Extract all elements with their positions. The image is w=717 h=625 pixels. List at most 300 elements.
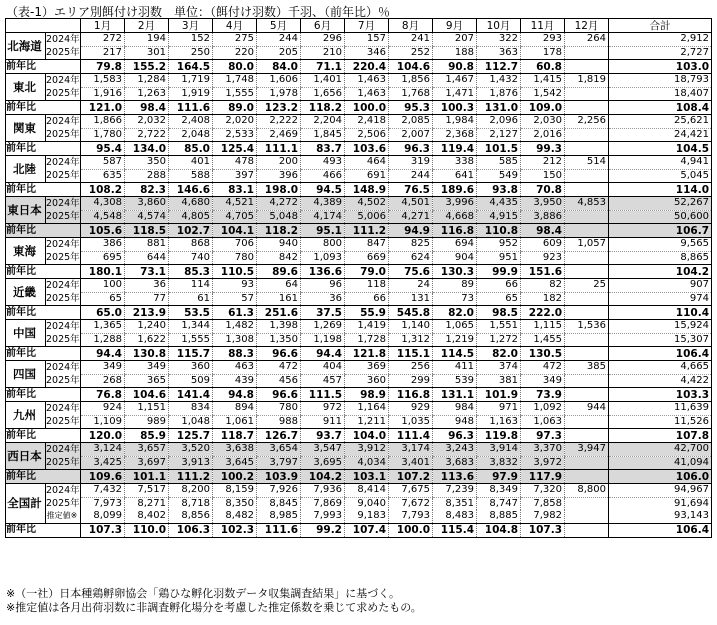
yoy-cell: 103.6 <box>345 142 389 156</box>
value-cell: 847 <box>345 238 389 252</box>
value-cell: 740 <box>169 251 213 265</box>
value-cell: 2,222 <box>257 115 301 129</box>
total-cell: 24,421 <box>609 128 712 142</box>
value-cell: 7,936 <box>301 484 345 498</box>
table-row <box>6 74 712 88</box>
value-cell: 8,845 <box>257 497 301 510</box>
year-label: 2025年 <box>46 497 80 509</box>
yoy-cell: 100.0 <box>389 523 433 537</box>
value-cell: 268 <box>81 374 125 388</box>
yoy-cell: 80.0 <box>213 60 257 74</box>
value-cell: 2,007 <box>389 128 433 142</box>
yoy-cell: 96.6 <box>257 347 301 361</box>
value-cell: 2,048 <box>169 128 213 142</box>
value-cell: 1,455 <box>521 333 565 347</box>
yoy-cell: 79.8 <box>81 60 125 74</box>
value-cell: 4,271 <box>389 210 433 224</box>
yoy-label: 前年比 <box>6 306 81 320</box>
total-cell: 15,924 <box>609 320 712 334</box>
value-cell: 8,856 <box>169 510 213 523</box>
yoy-cell: 104.0 <box>345 429 389 443</box>
value-cell: 288 <box>125 169 169 183</box>
value-cell: 2,506 <box>345 128 389 142</box>
value-cell: 82 <box>521 279 565 293</box>
year-label: 推定値※ <box>46 510 81 523</box>
total-cell: 18,407 <box>609 87 712 101</box>
value-cell: 322 <box>477 33 521 47</box>
value-cell: 118 <box>345 279 389 293</box>
value-cell: 374 <box>477 361 521 375</box>
value-cell: 1,856 <box>389 74 433 88</box>
value-cell: 7,869 <box>301 497 345 510</box>
value-cell: 178 <box>521 46 565 60</box>
yoy-cell: 111.6 <box>169 101 213 115</box>
yoy-cell: 95.3 <box>389 101 433 115</box>
region-name: 東海 <box>6 238 46 265</box>
value-cell: 3,914 <box>477 443 521 457</box>
yoy-label: 前年比 <box>6 101 81 115</box>
yoy-cell: 98.4 <box>521 224 565 238</box>
value-cell: 210 <box>301 46 345 60</box>
value-cell: 2,127 <box>477 128 521 142</box>
year-label: 2024年 <box>46 238 80 250</box>
yoy-row <box>6 224 712 238</box>
value-cell: 1,819 <box>565 74 609 88</box>
value-cell: 881 <box>125 238 169 252</box>
total-cell: 52,267 <box>609 197 712 211</box>
yoy-cell: 111.6 <box>257 523 301 537</box>
value-cell: 989 <box>125 415 169 429</box>
table-row <box>6 210 712 224</box>
value-cell: 3,520 <box>169 443 213 457</box>
value-cell: 493 <box>301 156 345 170</box>
value-cell: 1,272 <box>477 333 521 347</box>
value-cell: 1,269 <box>301 320 345 334</box>
value-cell: 1,312 <box>389 333 433 347</box>
value-cell: 7,517 <box>125 484 169 498</box>
yoy-cell: 107.2 <box>389 470 433 484</box>
value-cell: 1,919 <box>169 87 213 101</box>
table-row <box>6 197 712 211</box>
yoy-row <box>6 347 712 361</box>
value-cell: 1,845 <box>301 128 345 142</box>
yoy-label: 前年比 <box>6 523 81 537</box>
yoy-cell: 73.1 <box>125 265 169 279</box>
yoy-cell: 130.3 <box>433 265 477 279</box>
total-cell: 5,045 <box>609 169 712 183</box>
value-cell: 8,747 <box>477 497 521 510</box>
value-cell: 780 <box>257 402 301 416</box>
value-cell: 8,099 <box>81 510 125 523</box>
value-cell: 8,402 <box>125 510 169 523</box>
value-cell: 588 <box>169 169 213 183</box>
value-cell: 7,239 <box>433 484 477 498</box>
value-cell: 360 <box>169 361 213 375</box>
yoy-cell: 73.9 <box>521 388 565 402</box>
yoy-cell: 116.8 <box>433 224 477 238</box>
value-cell: 4,680 <box>169 197 213 211</box>
value-cell: 1,728 <box>345 333 389 347</box>
value-cell: 972 <box>301 402 345 416</box>
total-cell: 25,621 <box>609 115 712 129</box>
value-cell: 3,401 <box>389 456 433 470</box>
yoy-cell: 119.4 <box>433 142 477 156</box>
total-cell: 907 <box>609 279 712 293</box>
yoy-cell: 99.2 <box>301 523 345 537</box>
value-cell: 1,035 <box>389 415 433 429</box>
value-cell: 3,370 <box>521 443 565 457</box>
total-cell: 2,727 <box>609 46 712 60</box>
value-cell <box>565 510 609 523</box>
yoy-cell: 95.1 <box>301 224 345 238</box>
yoy-cell: 93.8 <box>477 183 521 197</box>
value-cell: 7,858 <box>521 497 565 510</box>
value-cell: 971 <box>477 402 521 416</box>
yoy-label: 前年比 <box>6 388 81 402</box>
year-label: 2024年 <box>46 115 80 127</box>
value-cell: 478 <box>213 156 257 170</box>
value-cell: 401 <box>169 156 213 170</box>
value-cell: 472 <box>257 361 301 375</box>
yoy-cell <box>565 523 609 537</box>
header-month: 2月 <box>125 19 169 33</box>
value-cell: 988 <box>257 415 301 429</box>
yoy-cell: 76.5 <box>389 183 433 197</box>
yoy-cell: 136.6 <box>301 265 345 279</box>
yoy-total-cell: 108.4 <box>609 101 712 115</box>
yoy-cell: 94.8 <box>213 388 257 402</box>
yoy-cell: 99.3 <box>521 142 565 156</box>
yoy-cell: 146.6 <box>169 183 213 197</box>
yoy-row <box>6 101 712 115</box>
value-cell: 1,622 <box>125 333 169 347</box>
yoy-cell <box>565 183 609 197</box>
value-cell: 3,243 <box>433 443 477 457</box>
yoy-cell: 97.9 <box>477 470 521 484</box>
value-cell <box>565 333 609 347</box>
table-row <box>6 292 712 306</box>
yoy-cell: 112.7 <box>477 60 521 74</box>
value-cell: 349 <box>81 361 125 375</box>
value-cell: 217 <box>81 46 125 60</box>
value-cell: 1,542 <box>521 87 565 101</box>
yoy-cell <box>565 306 609 320</box>
yoy-cell: 545.8 <box>389 306 433 320</box>
total-cell: 8,865 <box>609 251 712 265</box>
value-cell: 2,016 <box>521 128 565 142</box>
value-cell: 2,030 <box>521 115 565 129</box>
yoy-cell: 115.4 <box>433 523 477 537</box>
value-cell: 4,435 <box>477 197 521 211</box>
yoy-total-cell: 104.5 <box>609 142 712 156</box>
value-cell: 5,048 <box>257 210 301 224</box>
value-cell: 293 <box>521 33 565 47</box>
region-name: 近畿 <box>6 279 46 306</box>
value-cell: 1,555 <box>213 87 257 101</box>
value-cell: 952 <box>477 238 521 252</box>
yoy-cell: 85.3 <box>169 265 213 279</box>
value-cell: 188 <box>433 46 477 60</box>
value-cell: 114 <box>169 279 213 293</box>
year-label: 2024年 <box>46 402 80 414</box>
value-cell: 61 <box>169 292 213 306</box>
value-cell: 924 <box>81 402 125 416</box>
header-month: 3月 <box>169 19 213 33</box>
year-label: 2024年 <box>46 74 80 86</box>
region-name: 北陸 <box>6 156 46 183</box>
value-cell: 8,482 <box>213 510 257 523</box>
value-cell: 1,365 <box>81 320 125 334</box>
yoy-cell: 100.3 <box>433 101 477 115</box>
value-cell: 4,805 <box>169 210 213 224</box>
header-month: 12月 <box>565 19 609 33</box>
value-cell: 984 <box>433 402 477 416</box>
value-cell <box>565 292 609 306</box>
value-cell: 3,657 <box>125 443 169 457</box>
value-cell: 4,853 <box>565 197 609 211</box>
yoy-cell: 222.0 <box>521 306 565 320</box>
yoy-cell: 120.0 <box>81 429 125 443</box>
header-month: 11月 <box>521 19 565 33</box>
yoy-cell: 118.7 <box>213 429 257 443</box>
value-cell: 5,006 <box>345 210 389 224</box>
yoy-cell: 123.2 <box>257 101 301 115</box>
value-cell: 65 <box>81 292 125 306</box>
yoy-cell: 94.9 <box>389 224 433 238</box>
value-cell: 8,351 <box>433 497 477 510</box>
value-cell: 349 <box>521 374 565 388</box>
yoy-cell: 94.5 <box>301 183 345 197</box>
value-cell: 587 <box>81 156 125 170</box>
header-month: 9月 <box>433 19 477 33</box>
yoy-total-cell: 114.0 <box>609 183 712 197</box>
yoy-label: 前年比 <box>6 347 81 361</box>
value-cell: 514 <box>565 156 609 170</box>
header-month: 10月 <box>477 19 521 33</box>
header-corner <box>6 19 81 33</box>
value-cell: 4,272 <box>257 197 301 211</box>
yoy-cell: 101.9 <box>477 388 521 402</box>
value-cell: 244 <box>389 169 433 183</box>
value-cell: 1,350 <box>257 333 301 347</box>
yoy-cell: 115.1 <box>389 347 433 361</box>
value-cell: 1,432 <box>477 74 521 88</box>
value-cell: 182 <box>521 292 565 306</box>
value-cell: 1,061 <box>213 415 257 429</box>
table-row <box>6 87 712 101</box>
value-cell: 4,521 <box>213 197 257 211</box>
yoy-cell: 108.2 <box>81 183 125 197</box>
value-cell: 4,915 <box>477 210 521 224</box>
yoy-row <box>6 142 712 156</box>
yoy-cell: 189.6 <box>433 183 477 197</box>
value-cell: 8,718 <box>169 497 213 510</box>
yoy-cell: 88.3 <box>213 347 257 361</box>
value-cell: 944 <box>565 402 609 416</box>
value-cell: 1,151 <box>125 402 169 416</box>
value-cell <box>565 497 609 510</box>
value-cell: 834 <box>169 402 213 416</box>
value-cell: 36 <box>301 292 345 306</box>
year-label: 2025年 <box>46 333 80 345</box>
total-cell: 11,639 <box>609 402 712 416</box>
value-cell: 3,950 <box>521 197 565 211</box>
value-cell <box>565 46 609 60</box>
value-cell: 456 <box>257 374 301 388</box>
value-cell: 1,284 <box>125 74 169 88</box>
footnote: ※推定値は各月出荷羽数に非調査孵化場分を考慮した推定係数を乗じて求めたもの。 <box>6 601 422 614</box>
value-cell: 1,768 <box>389 87 433 101</box>
yoy-cell: 109.0 <box>521 101 565 115</box>
value-cell: 3,654 <box>257 443 301 457</box>
value-cell: 549 <box>477 169 521 183</box>
value-cell: 1,263 <box>125 87 169 101</box>
value-cell: 1,164 <box>345 402 389 416</box>
value-cell: 194 <box>125 33 169 47</box>
table-row <box>6 443 712 457</box>
value-cell: 1,288 <box>81 333 125 347</box>
table-row <box>6 320 712 334</box>
region-name: 中国 <box>6 320 46 347</box>
total-cell: 41,094 <box>609 456 712 470</box>
yoy-cell: 111.2 <box>345 224 389 238</box>
value-cell: 296 <box>301 33 345 47</box>
yoy-cell: 126.7 <box>257 429 301 443</box>
value-cell: 929 <box>389 402 433 416</box>
yoy-cell: 130.5 <box>521 347 565 361</box>
yoy-row <box>6 429 712 443</box>
value-cell: 411 <box>433 361 477 375</box>
region-name: 西日本 <box>6 443 46 470</box>
value-cell: 1,463 <box>345 74 389 88</box>
value-cell: 385 <box>565 361 609 375</box>
yoy-cell: 94.4 <box>81 347 125 361</box>
table-row <box>6 238 712 252</box>
value-cell: 3,697 <box>125 456 169 470</box>
value-cell: 220 <box>213 46 257 60</box>
yoy-cell: 95.4 <box>81 142 125 156</box>
value-cell: 8,200 <box>169 484 213 498</box>
yoy-cell: 60.8 <box>521 60 565 74</box>
yoy-label: 前年比 <box>6 470 81 484</box>
yoy-cell: 90.8 <box>433 60 477 74</box>
value-cell: 3,913 <box>169 456 213 470</box>
value-cell: 948 <box>433 415 477 429</box>
value-cell: 24 <box>389 279 433 293</box>
yoy-cell: 83.1 <box>213 183 257 197</box>
value-cell: 4,574 <box>125 210 169 224</box>
value-cell: 624 <box>389 251 433 265</box>
value-cell: 7,973 <box>81 497 125 510</box>
value-cell: 2,408 <box>169 115 213 129</box>
header-month: 8月 <box>389 19 433 33</box>
yoy-cell: 79.0 <box>345 265 389 279</box>
value-cell: 8,349 <box>477 484 521 498</box>
value-cell: 4,501 <box>389 197 433 211</box>
value-cell: 2,096 <box>477 115 521 129</box>
footnote: ※（一社）日本種鶏孵卵協会「鶏ひな孵化羽数データ収集調査結果」に基づく。 <box>6 587 400 600</box>
yoy-cell: 82.3 <box>125 183 169 197</box>
value-cell: 3,638 <box>213 443 257 457</box>
value-cell: 264 <box>565 33 609 47</box>
yoy-cell: 180.1 <box>81 265 125 279</box>
value-cell: 1,219 <box>433 333 477 347</box>
yoy-cell: 251.6 <box>257 306 301 320</box>
value-cell: 157 <box>345 33 389 47</box>
yoy-total-cell: 106.0 <box>609 470 712 484</box>
value-cell: 7,432 <box>81 484 125 498</box>
value-cell: 1,748 <box>213 74 257 88</box>
value-cell: 205 <box>257 46 301 60</box>
region-name: 北海道 <box>6 33 46 60</box>
value-cell: 3,645 <box>213 456 257 470</box>
yoy-cell: 89.0 <box>213 101 257 115</box>
value-cell: 1,551 <box>477 320 521 334</box>
value-cell: 1,344 <box>169 320 213 334</box>
value-cell: 3,886 <box>521 210 565 224</box>
table-row <box>6 374 712 388</box>
value-cell: 1,063 <box>521 415 565 429</box>
yoy-cell: 104.6 <box>389 60 433 74</box>
yoy-row <box>6 523 712 537</box>
value-cell: 256 <box>389 361 433 375</box>
value-cell: 4,174 <box>301 210 345 224</box>
yoy-cell: 96.3 <box>389 142 433 156</box>
year-label: 2024年 <box>46 279 80 291</box>
value-cell: 1,109 <box>81 415 125 429</box>
value-cell: 1,093 <box>301 251 345 265</box>
yoy-total-cell: 107.8 <box>609 429 712 443</box>
yoy-cell: 101.1 <box>125 470 169 484</box>
yoy-cell: 106.3 <box>169 523 213 537</box>
value-cell: 8,483 <box>433 510 477 523</box>
yoy-cell: 70.8 <box>521 183 565 197</box>
header-month: 1月 <box>81 19 125 33</box>
value-cell: 4,668 <box>433 210 477 224</box>
total-cell: 4,422 <box>609 374 712 388</box>
value-cell: 539 <box>433 374 477 388</box>
value-cell: 3,996 <box>433 197 477 211</box>
region-name: 関東 <box>6 115 46 142</box>
value-cell: 3,695 <box>301 456 345 470</box>
value-cell: 369 <box>345 361 389 375</box>
value-cell: 2,032 <box>125 115 169 129</box>
yoy-cell: 84.0 <box>257 60 301 74</box>
year-label: 2025年 <box>46 292 80 304</box>
total-cell: 974 <box>609 292 712 306</box>
value-cell: 319 <box>389 156 433 170</box>
yoy-cell: 102.3 <box>213 523 257 537</box>
yoy-cell: 99.9 <box>477 265 521 279</box>
yoy-cell: 102.7 <box>169 224 213 238</box>
value-cell: 1,163 <box>477 415 521 429</box>
value-cell: 472 <box>521 361 565 375</box>
total-cell: 4,665 <box>609 361 712 375</box>
table-row <box>6 361 712 375</box>
value-cell: 951 <box>477 251 521 265</box>
yoy-cell: 96.6 <box>257 388 301 402</box>
yoy-cell: 118.2 <box>301 101 345 115</box>
value-cell: 923 <box>521 251 565 265</box>
value-cell <box>565 210 609 224</box>
value-cell <box>565 251 609 265</box>
value-cell: 2,368 <box>433 128 477 142</box>
yoy-cell: 131.0 <box>477 101 521 115</box>
yoy-cell <box>565 265 609 279</box>
value-cell: 825 <box>389 238 433 252</box>
value-cell: 250 <box>169 46 213 60</box>
yoy-cell: 100.0 <box>345 101 389 115</box>
